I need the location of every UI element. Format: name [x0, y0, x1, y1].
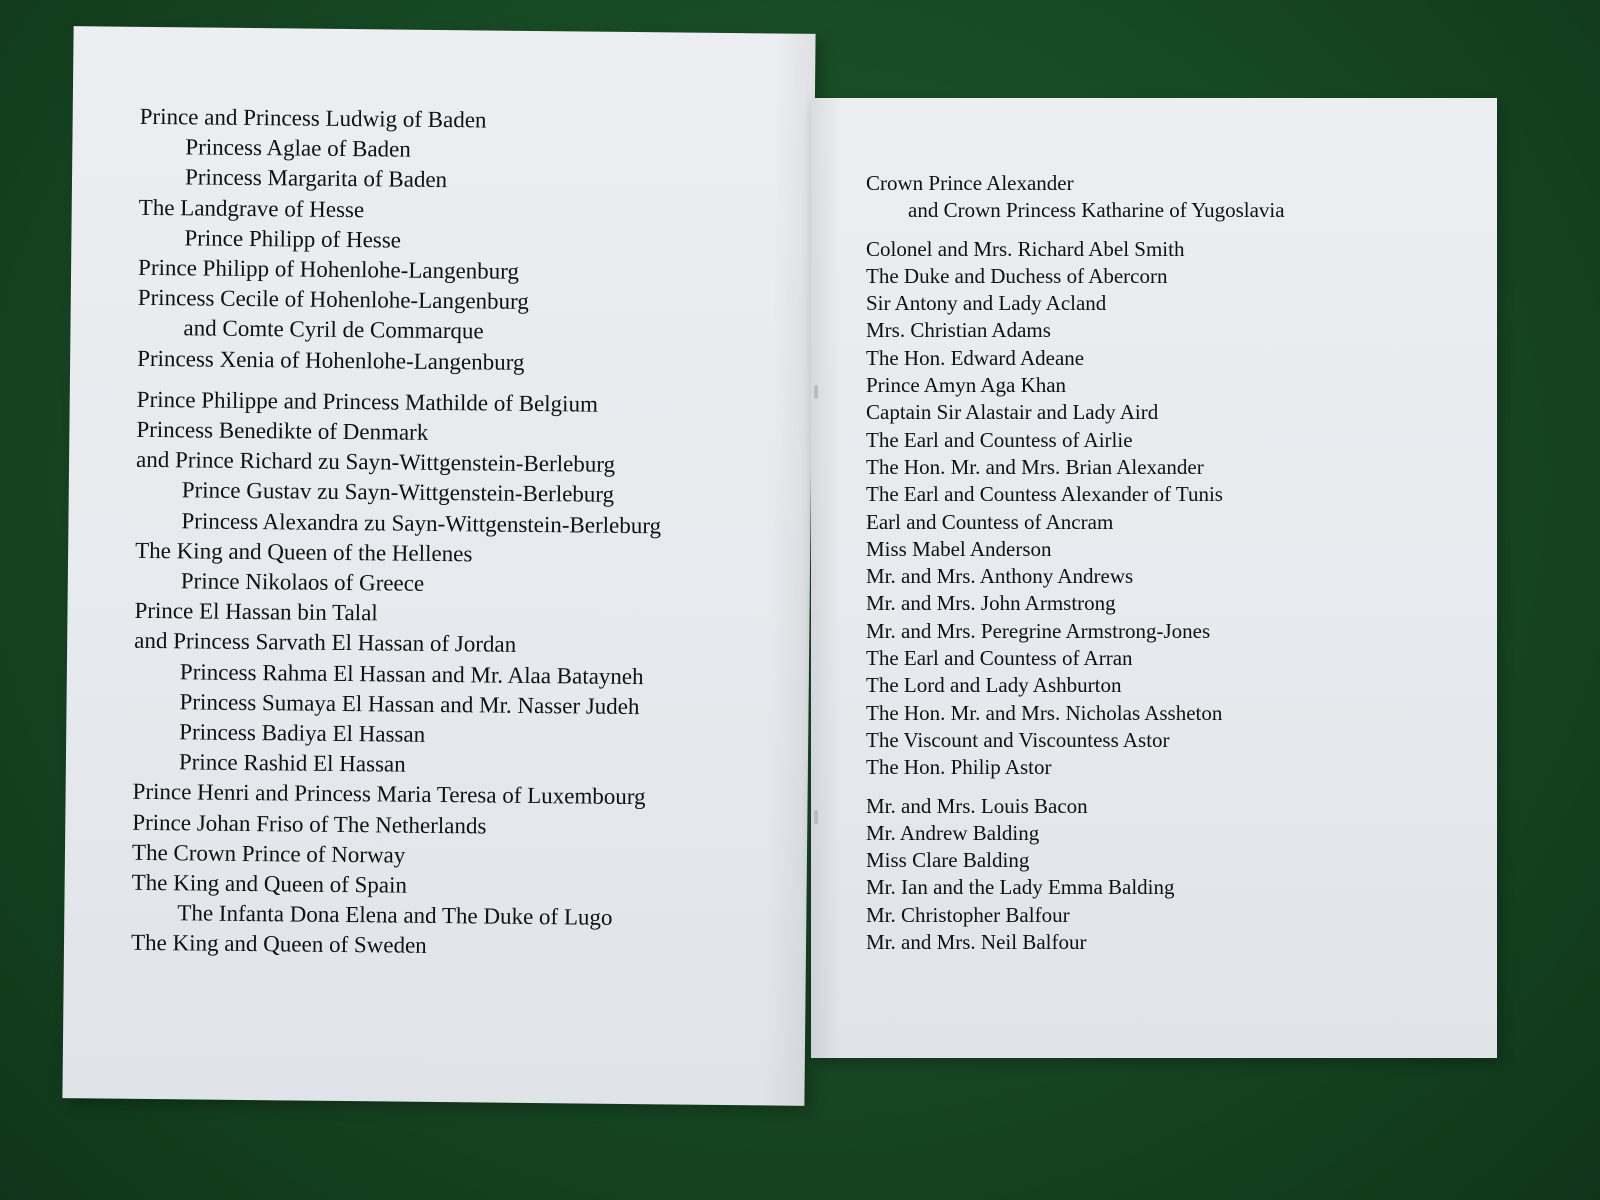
- guest-entry: The Landgrave of Hesse: [138, 194, 365, 222]
- guest-entry: Prince Henri and Princess Maria Teresa of Luxembourg: [132, 779, 646, 810]
- guest-entry: Mr. and Mrs. Louis Bacon: [866, 793, 1088, 818]
- guest-entry: Prince Philippe and Princess Mathilde of Belgium: [136, 386, 599, 417]
- guest-entry: Prince Rashid El Hassan: [178, 749, 406, 777]
- guest-entry: The Duke and Duchess of Abercorn: [866, 263, 1168, 288]
- guest-entry: Prince Nikolaos of Greece: [180, 568, 425, 596]
- guest-entry: The Earl and Countess Alexander of Tunis: [866, 482, 1223, 507]
- guest-entry: Sir Antony and Lady Acland: [866, 291, 1107, 316]
- guest-entry: The Hon. Mr. and Mrs. Nicholas Assheton: [866, 700, 1223, 725]
- guest-entry: Princess Sumaya El Hassan and Mr. Nasser Judeh: [179, 689, 640, 719]
- guest-entry: and Comte Cyril de Commarque: [183, 315, 484, 344]
- staple-bottom: [814, 810, 818, 824]
- staple-top: [814, 385, 818, 399]
- guest-entry: Mr. Andrew Balding: [866, 820, 1040, 845]
- guest-entry: Princess Badiya El Hassan: [179, 719, 426, 747]
- guest-entry: Prince Gustav zu Sayn-Wittgenstein-Berleburg: [181, 477, 615, 508]
- guest-entry: Crown Prince Alexander: [866, 171, 1074, 195]
- guest-entry: Mr. and Mrs. Neil Balfour: [866, 930, 1087, 955]
- guest-entry: Mr. and Mrs. Anthony Andrews: [866, 564, 1134, 589]
- guest-entry: Mr. Ian and the Lady Emma Balding: [866, 875, 1175, 900]
- guest-entry: Colonel and Mrs. Richard Abel Smith: [866, 236, 1185, 261]
- guest-entry: The Infanta Dona Elena and The Duke of Lugo: [177, 900, 613, 931]
- guest-entry: and Princess Sarvath El Hassan of Jordan: [134, 628, 517, 658]
- guest-entry: Mr. and Mrs. Peregrine Armstrong-Jones: [866, 618, 1211, 643]
- guest-entry: Mrs. Christian Adams: [866, 318, 1051, 343]
- guest-entry: The Crown Prince of Norway: [131, 839, 406, 868]
- guest-entry: The Hon. Mr. and Mrs. Brian Alexander: [866, 454, 1204, 479]
- guest-entry: Earl and Countess of Ancram: [866, 509, 1114, 534]
- guest-entry: Prince Amyn Aga Khan: [866, 373, 1067, 398]
- guest-entry: Princess Margarita of Baden: [184, 164, 448, 193]
- guest-entry: Princess Rahma El Hassan and Mr. Alaa Batayneh: [179, 658, 644, 689]
- guest-entry: The Earl and Countess of Airlie: [866, 427, 1133, 452]
- guest-entry: The Viscount and Viscountess Astor: [866, 727, 1170, 752]
- right-page: [811, 98, 1497, 1058]
- guest-entry: Princess Benedikte of Denmark: [136, 416, 429, 445]
- guest-entry: The Hon. Philip Astor: [866, 755, 1052, 780]
- guest-entry: The Lord and Lady Ashburton: [866, 673, 1122, 698]
- right-guest-list: [866, 170, 1477, 956]
- guest-entry: Princess Cecile of Hohenlohe-Langenburg: [137, 285, 530, 315]
- guest-entry: Miss Mabel Anderson: [866, 536, 1052, 561]
- guest-entry: The Hon. Edward Adeane: [866, 345, 1085, 370]
- guest-entry: The King and Queen of the Hellenes: [135, 537, 473, 567]
- guest-entry: Captain Sir Alastair and Lady Aird: [866, 400, 1159, 425]
- guest-entry: and Crown Princess Katharine of Yugoslavia: [908, 198, 1285, 223]
- guest-entry: and Prince Richard zu Sayn-Wittgenstein-Berleburg: [135, 447, 616, 478]
- guest-entry: Miss Clare Balding: [866, 848, 1030, 873]
- guest-entry: Princess Xenia of Hohenlohe-Langenburg: [137, 345, 525, 375]
- guest-entry: Prince Philipp of Hohenlohe-Langenburg: [137, 254, 520, 284]
- guest-entry: The King and Queen of Sweden: [130, 930, 427, 959]
- guest-entry: Mr. Christopher Balfour: [866, 902, 1070, 927]
- guest-entry: The King and Queen of Spain: [131, 869, 408, 898]
- guest-entry: Prince El Hassan bin Talal: [134, 598, 378, 626]
- left-guest-list: [131, 102, 795, 965]
- guest-entry: The Earl and Countess of Arran: [866, 646, 1133, 671]
- guest-entry: Princess Aglae of Baden: [185, 134, 411, 162]
- guest-entry: Prince Philipp of Hesse: [184, 225, 402, 253]
- guest-entry: Mr. and Mrs. John Armstrong: [866, 591, 1116, 616]
- guest-entry: Prince Johan Friso of The Netherlands: [132, 809, 487, 839]
- left-page: [62, 26, 815, 1106]
- guest-entry: Prince and Princess Ludwig of Baden: [139, 103, 487, 133]
- guest-entry: Princess Alexandra zu Sayn-Wittgenstein-Berleburg: [181, 507, 662, 538]
